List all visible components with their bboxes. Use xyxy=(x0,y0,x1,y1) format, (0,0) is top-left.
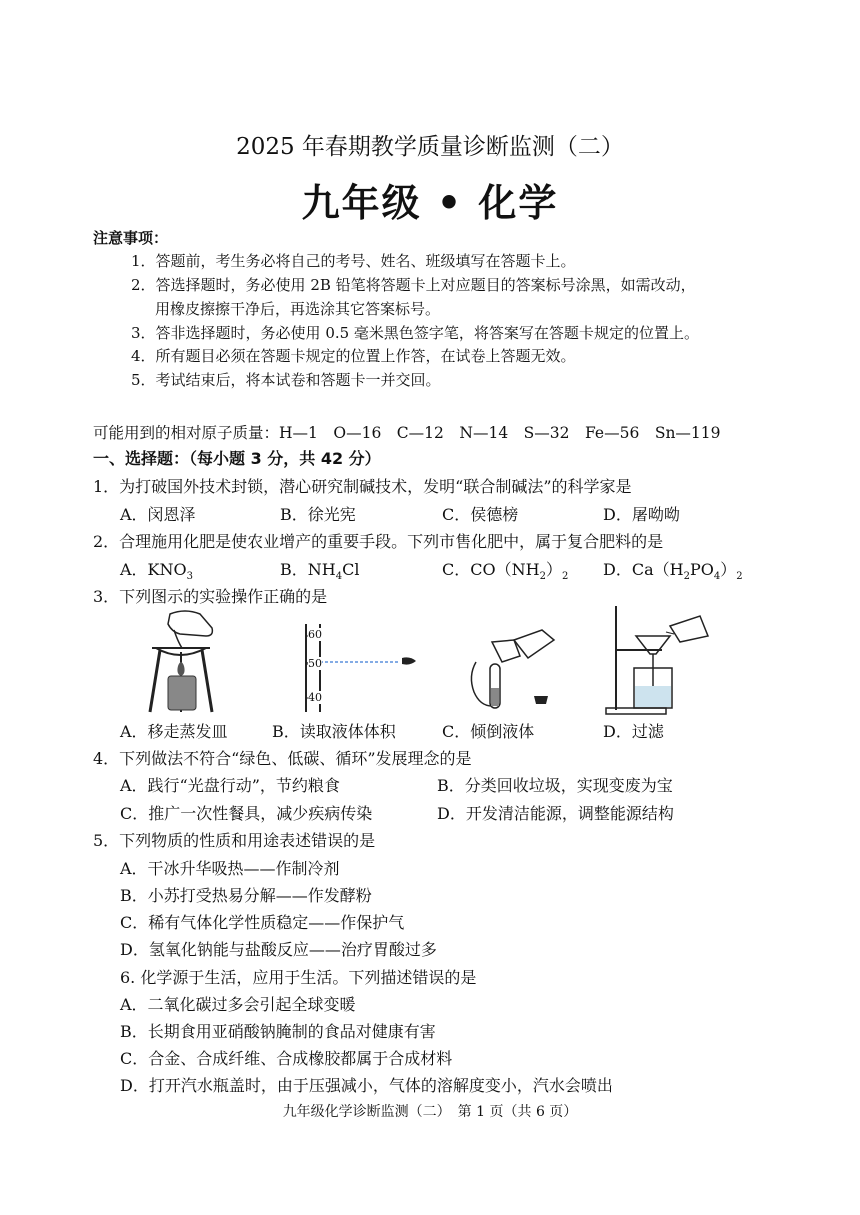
pouring-liquid-figure xyxy=(462,622,562,718)
evaporating-dish-figure xyxy=(140,606,230,718)
option-b: B．长期食用亚硝酸钠腌制的食品对健康有害 xyxy=(120,1022,436,1041)
exam-subject: 九年级 • 化学 xyxy=(301,180,559,225)
notice-item: 用橡皮擦擦干净后，再选涂其它答案标号。 xyxy=(155,300,441,318)
option-a: A．移走蒸发皿 xyxy=(120,722,228,741)
question-stem: 1．为打破国外技术封锁，潜心研究制碱技术，发明“联合制碱法”的科学家是 xyxy=(93,477,632,496)
option-c: C．倾倒液体 xyxy=(442,722,535,741)
cylinder-tick-50: 50 xyxy=(308,657,322,670)
notice-item: 5．考试结束后，将本试卷和答题卡一并交回。 xyxy=(131,371,441,389)
option-a: A．$KNO_3$ xyxy=(120,560,194,583)
option-c: C．侯德榜 xyxy=(442,505,519,524)
option-d: D．屠呦呦 xyxy=(603,505,680,524)
option-c: C．稀有气体化学性质稳定——作保护气 xyxy=(120,913,405,932)
page-footer: 九年级化学诊断监测（二） 第 1 页（共 6 页） xyxy=(282,1104,578,1120)
option-d: D．$Ca(H_2PO_4)_2$ xyxy=(603,560,743,583)
option-b: B．$NH_4Cl$ xyxy=(280,560,360,583)
option-d: D．氢氧化钠能与盐酸反应——治疗胃酸过多 xyxy=(120,940,437,959)
atomic-masses: 可能用到的相对原子质量：H—1 O—16 C—12 N—14 S—32 Fe—56 Sn—119 xyxy=(93,424,721,442)
option-d: D．打开汽水瓶盖时，由于压强减小，气体的溶解度变小，汽水会喷出 xyxy=(120,1076,613,1095)
cylinder-tick-40: 40 xyxy=(308,691,322,704)
exam-title: 2025 年春期教学质量诊断监测（二） xyxy=(236,134,624,160)
option-c: C．推广一次性餐具，减少疾病传染 xyxy=(120,804,373,823)
option-c: C．合金、合成纤维、合成橡胶都属于合成材料 xyxy=(120,1049,453,1068)
notice-item: 3．答非选择题时，务必使用 0.5 毫米黑色签字笔，将答案写在答题卡规定的位置上。 xyxy=(131,324,699,342)
option-a: A．干冰升华吸热——作制冷剂 xyxy=(120,859,340,878)
question-stem: 3．下列图示的实验操作正确的是 xyxy=(93,587,328,606)
filtration-figure xyxy=(604,602,714,718)
notice-heading: 注意事项： xyxy=(93,229,169,247)
option-a: A．二氧化碳过多会引起全球变暖 xyxy=(120,995,356,1014)
notice-item: 4．所有题目必须在答题卡规定的位置上作答，在试卷上答题无效。 xyxy=(131,347,576,365)
option-a: A．践行“光盘行动”，节约粮食 xyxy=(120,776,340,795)
question-stem: 4．下列做法不符合“绿色、低碳、循环”发展理念的是 xyxy=(93,749,472,768)
notice-item: 2．答选择题时，务必使用 2B 铅笔将答题卡上对应题目的答案标号涂黑，如需改动， xyxy=(131,276,696,294)
option-d: D．过滤 xyxy=(603,722,664,741)
section-heading: 一、选择题：（每小题 3 分，共 42 分） xyxy=(93,449,381,468)
option-b: B．小苏打受热易分解——作发酵粉 xyxy=(120,886,372,905)
option-c: C．$CO(NH_2)_2$ xyxy=(442,560,569,583)
notice-item: 1．答题前，考生务必将自己的考号、姓名、班级填写在答题卡上。 xyxy=(131,252,576,270)
question-stem: 5．下列物质的性质和用途表述错误的是 xyxy=(93,831,376,850)
option-a: A．闵恩泽 xyxy=(120,505,196,524)
option-b: B．分类回收垃圾，实现变废为宝 xyxy=(437,776,673,795)
question-stem: 6. 化学源于生活，应用于生活。下列描述错误的是 xyxy=(120,968,477,987)
option-b: B．读取液体体积 xyxy=(272,722,396,741)
option-b: B．徐光宪 xyxy=(280,505,356,524)
option-d: D．开发清洁能源，调整能源结构 xyxy=(437,804,674,823)
question-stem: 2．合理施用化肥是使农业增产的重要手段。下列市售化肥中，属于复合肥料的是 xyxy=(93,532,664,551)
cylinder-tick-60: 60 xyxy=(308,628,322,641)
